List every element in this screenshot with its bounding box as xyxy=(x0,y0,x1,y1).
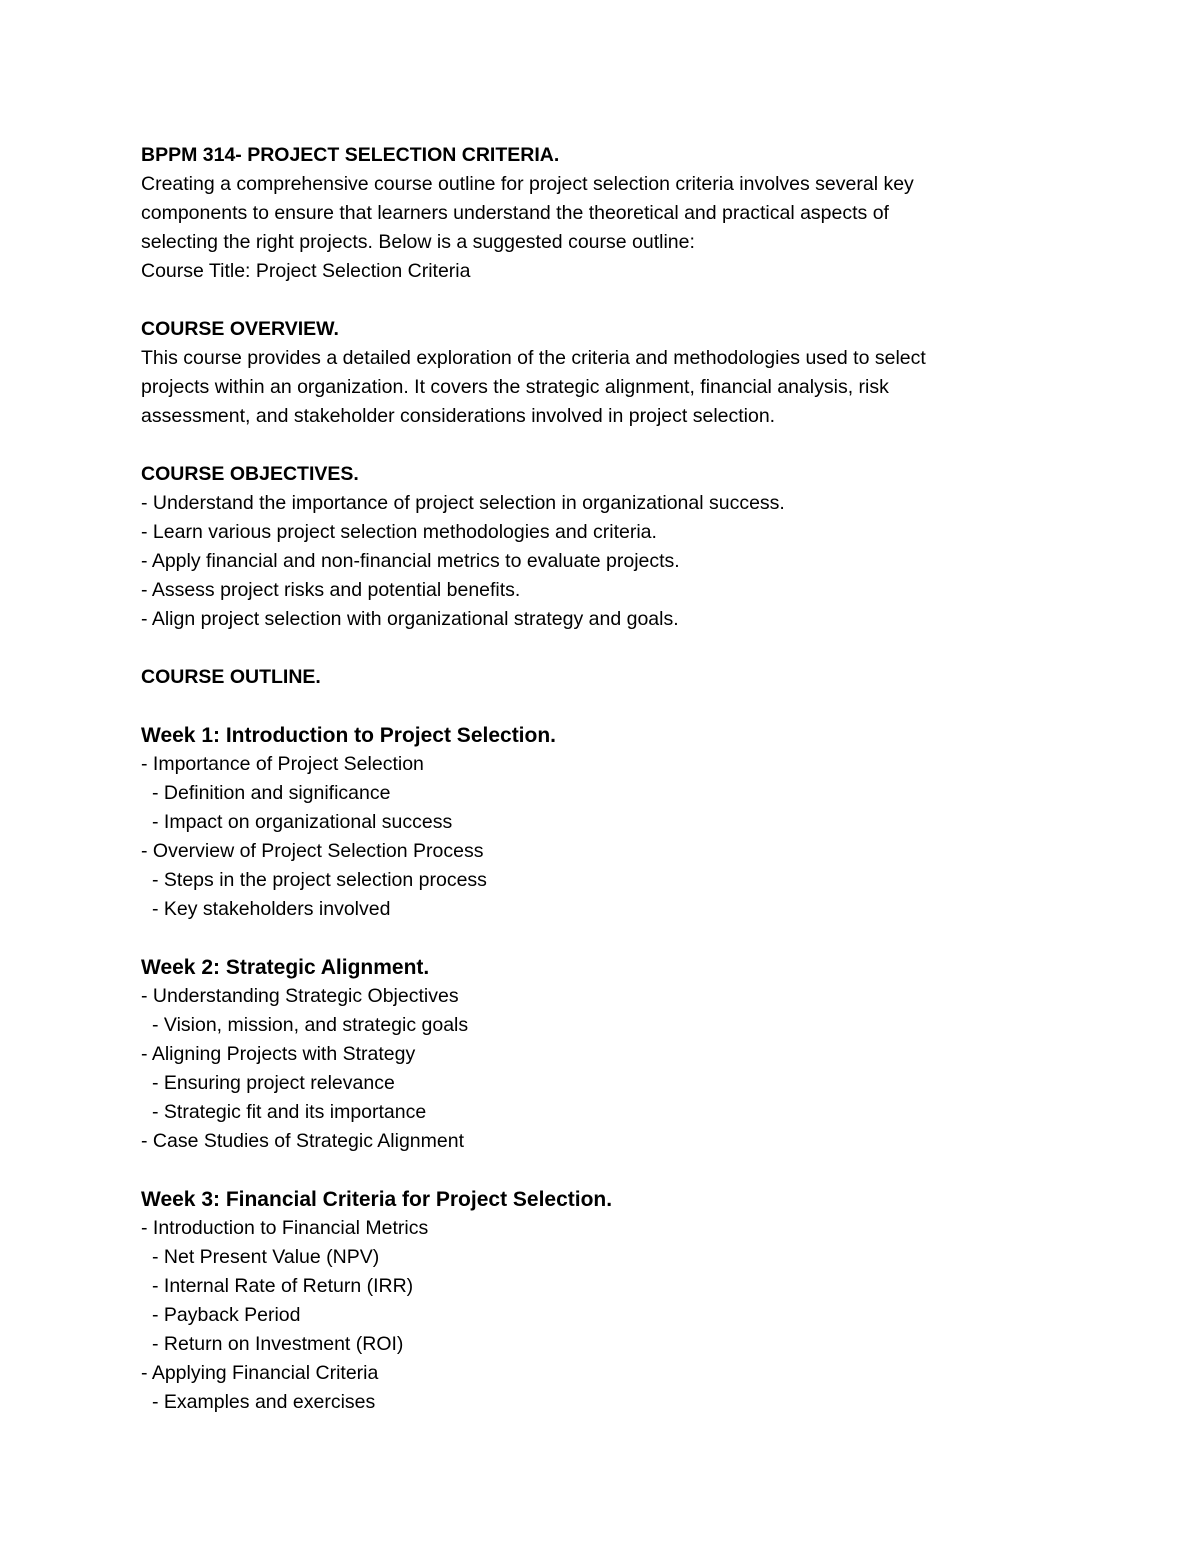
week-3-subitem: - Payback Period xyxy=(152,1304,301,1326)
week-1-item: - Overview of Project Selection Process xyxy=(141,840,484,862)
week-2-item: - Case Studies of Strategic Alignment xyxy=(141,1130,464,1152)
objective-item: - Understand the importance of project selection in organizational success. xyxy=(141,492,785,514)
week-2-heading: Week 2: Strategic Alignment. xyxy=(141,956,430,979)
week-1-subitem: - Impact on organizational success xyxy=(152,811,453,833)
week-3-heading: Week 3: Financial Criteria for Project Selection. xyxy=(141,1188,613,1211)
objective-item: - Apply financial and non-financial metrics to evaluate projects. xyxy=(141,550,680,572)
objectives-heading: COURSE OBJECTIVES. xyxy=(141,463,359,485)
week-2-subitem: - Strategic fit and its importance xyxy=(152,1101,427,1123)
week-1-subitem: - Definition and significance xyxy=(152,782,391,804)
week-3-item: - Applying Financial Criteria xyxy=(141,1362,379,1384)
week-2-item: - Understanding Strategic Objectives xyxy=(141,985,459,1007)
week-3-subitem: - Internal Rate of Return (IRR) xyxy=(152,1275,414,1297)
intro-line: Creating a comprehensive course outline for project selection criteria involves several key xyxy=(141,173,914,195)
overview-line: assessment, and stakeholder considerations involved in project selection. xyxy=(141,405,776,427)
week-1-heading: Week 1: Introduction to Project Selection. xyxy=(141,724,557,747)
overview-heading: COURSE OVERVIEW. xyxy=(141,318,339,340)
week-2-subitem: - Vision, mission, and strategic goals xyxy=(152,1014,469,1036)
intro-line: components to ensure that learners understand the theoretical and practical aspects of xyxy=(141,202,889,224)
overview-line: This course provides a detailed exploration of the criteria and methodologies used to select xyxy=(141,347,926,369)
week-1-subitem: - Key stakeholders involved xyxy=(152,898,391,920)
outline-heading: COURSE OUTLINE. xyxy=(141,666,321,688)
week-3-item: - Introduction to Financial Metrics xyxy=(141,1217,429,1239)
objective-item: - Assess project risks and potential benefits. xyxy=(141,579,521,601)
week-1-item: - Importance of Project Selection xyxy=(141,753,424,775)
week-3-subitem: - Net Present Value (NPV) xyxy=(152,1246,380,1268)
objective-item: - Align project selection with organizational strategy and goals. xyxy=(141,608,679,630)
week-2-item: - Aligning Projects with Strategy xyxy=(141,1043,416,1065)
week-1-subitem: - Steps in the project selection process xyxy=(152,869,487,891)
course-title-line: Course Title: Project Selection Criteria xyxy=(141,260,471,282)
overview-line: projects within an organization. It covers the strategic alignment, financial analysis, risk xyxy=(141,376,889,398)
week-3-subitem: - Examples and exercises xyxy=(152,1391,376,1413)
objective-item: - Learn various project selection methodologies and criteria. xyxy=(141,521,657,543)
intro-line: selecting the right projects. Below is a suggested course outline: xyxy=(141,231,695,253)
week-2-subitem: - Ensuring project relevance xyxy=(152,1072,395,1094)
document-title: BPPM 314- PROJECT SELECTION CRITERIA. xyxy=(141,144,560,166)
week-3-subitem: - Return on Investment (ROI) xyxy=(152,1333,404,1355)
